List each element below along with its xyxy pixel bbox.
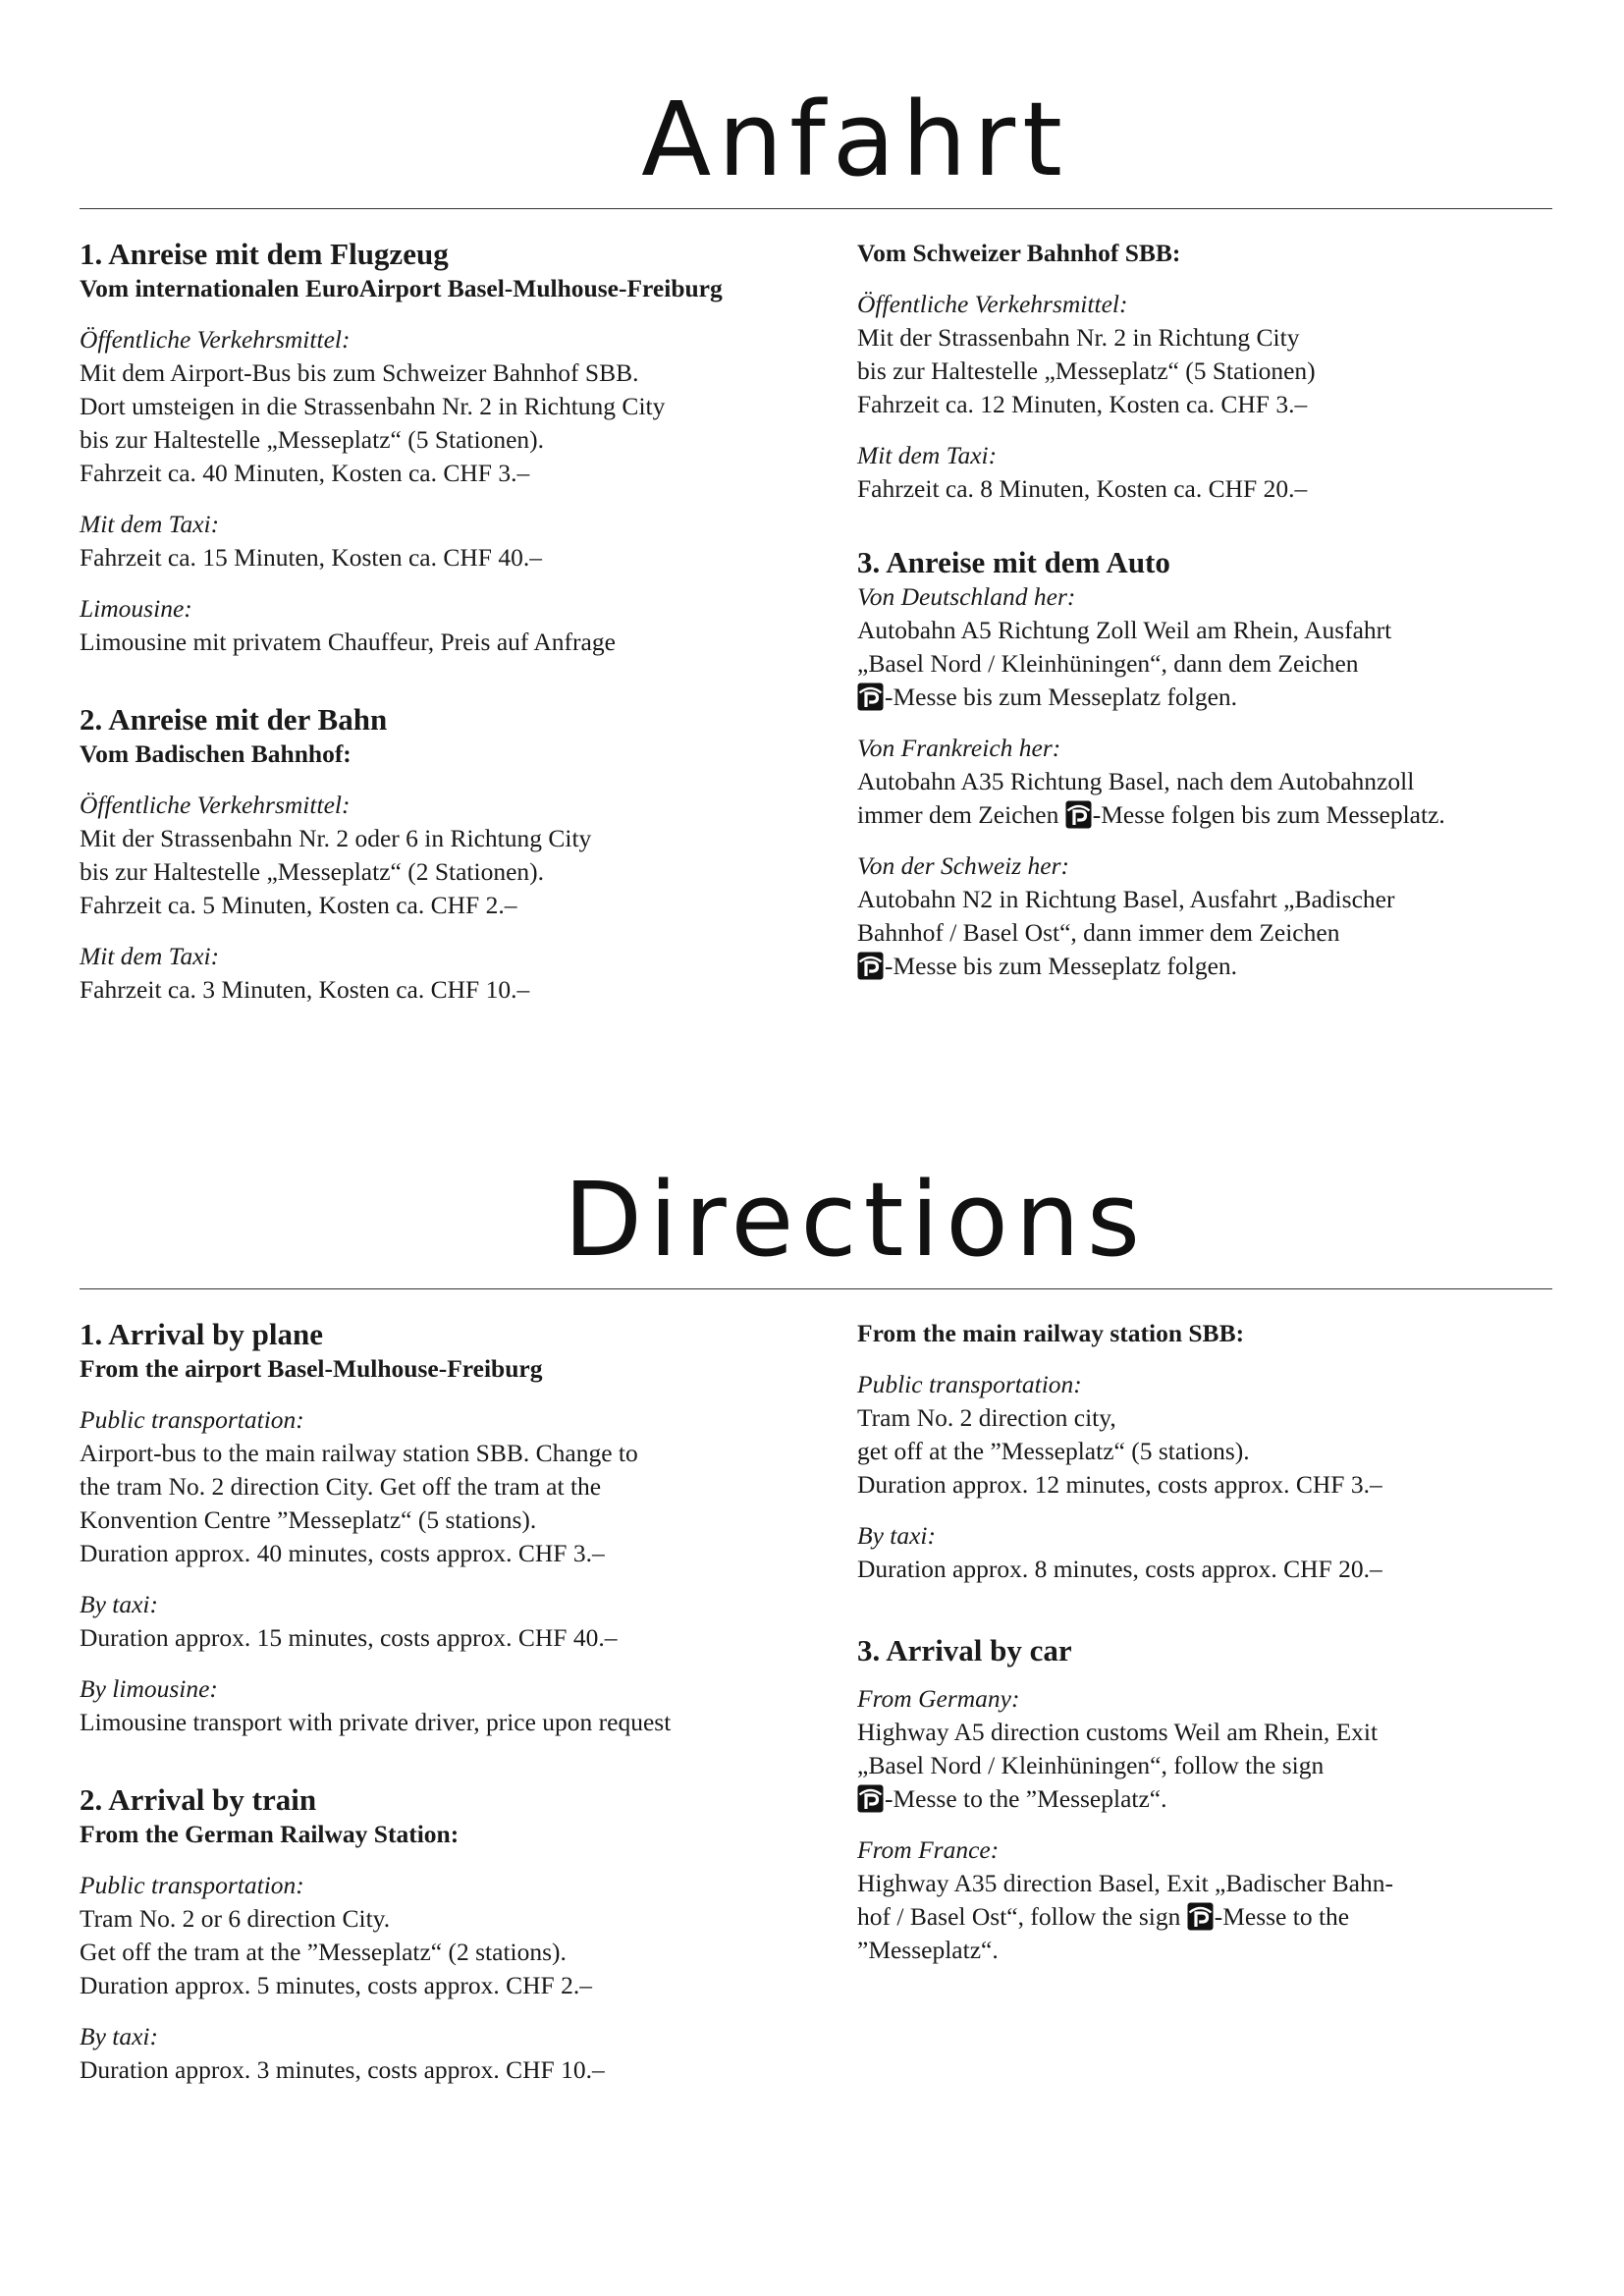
text-line [857,681,1564,714]
text-line-end: -Messe folgen bis zum Messeplatz. [1092,800,1445,829]
label-public-transport: Public transportation: [80,1871,304,1899]
label-taxi: By taxi: [80,2022,158,2050]
car-from-germany [857,1682,1564,1816]
text-line: Duration approx. 15 minutes, costs approx. CHF 40.– [80,1623,618,1652]
plane-public-transport [80,1403,845,1570]
text-line: Airport-bus to the main railway station SBB. Change to [80,1439,638,1467]
text-line: Highway A5 direction customs Weil am Rhein, Exit [857,1718,1379,1746]
label-from-germany: From Germany: [857,1684,1020,1713]
page-title-anfahrt: Anfahrt [641,80,1069,199]
text-line: „Basel Nord / Kleinhüningen“, dann dem Zeichen [857,649,1359,678]
text-line: Duration approx. 12 minutes, costs approx. CHF 3.– [857,1470,1382,1499]
text-line: Bahnhof / Basel Ost“, dann immer dem Zeichen [857,918,1340,947]
text-line: Mit dem Airport-Bus bis zum Schweizer Bahnhof SBB. [80,358,639,387]
car-from-france [857,1833,1564,1967]
text-line: Limousine transport with private driver, price upon request [80,1708,672,1736]
text-line: Tram No. 2 or 6 direction City. [80,1904,391,1933]
car-from-switzerland [857,849,1564,983]
parking-icon [857,1784,884,1813]
subheading-station: From the German Railway Station: [80,1820,460,1848]
label-public-transport: Öffentliche Verkehrsmittel: [80,791,351,819]
heading-car: 3. Arrival by car [857,1633,1072,1667]
plane-taxi [80,1588,845,1655]
page-title-directions: Directions [563,1160,1147,1280]
label-taxi: Mit dem Taxi: [80,510,220,538]
text-line: bis zur Haltestelle „Messeplatz“ (2 Stationen). [80,857,545,886]
text-line: Autobahn A35 Richtung Basel, nach dem Autobahnzoll [857,767,1415,795]
divider [80,1288,1552,1289]
plane-limousine [80,1672,845,1739]
text-line: Mit der Strassenbahn Nr. 2 oder 6 in Richtung City [80,824,592,852]
label-limousine: Limousine: [80,594,192,623]
subheading-airport: From the airport Basel-Mulhouse-Freiburg [80,1354,543,1383]
plane-limousine [80,592,845,659]
train-public-transport [80,789,845,922]
heading-train: 2. Arrival by train [80,1782,317,1817]
text-line: get off at the ”Messeplatz“ (5 stations). [857,1437,1250,1465]
label-from-france: Von Frankreich her: [857,734,1061,762]
right-column [857,1317,1564,1967]
label-taxi: Mit dem Taxi: [80,942,220,970]
text-line: Get off the tram at the ”Messeplatz“ (2 stations). [80,1938,567,1966]
label-limousine: By limousine: [80,1674,218,1703]
train-taxi [80,940,845,1007]
train-public-transport [80,1869,845,2002]
heading-train: 2. Anreise mit der Bahn [80,702,388,737]
text-line [857,1782,1564,1816]
heading-plane: 1. Anreise mit dem Flugzeug [80,237,449,271]
train-taxi [80,2020,845,2087]
label-taxi: Mit dem Taxi: [857,441,998,469]
sbb-public-transport [857,288,1564,421]
text-line: Fahrzeit ca. 15 Minuten, Kosten ca. CHF 40.– [80,543,542,572]
text-line: Highway A35 direction Basel, Exit „Badischer Bahn- [857,1869,1393,1897]
plane-taxi [80,508,845,574]
sbb-taxi [857,1519,1564,1586]
text-line-start: hof / Basel Ost“, follow the sign [857,1902,1181,1931]
text-line: Limousine mit privatem Chauffeur, Preis auf Anfrage [80,628,616,656]
text-line: Konvention Centre ”Messeplatz“ (5 stations). [80,1505,537,1534]
text-line: Fahrzeit ca. 12 Minuten, Kosten ca. CHF 3.– [857,390,1308,418]
left-column [80,1317,845,2087]
text-line: ”Messeplatz“. [857,1936,999,1964]
text-line: bis zur Haltestelle „Messeplatz“ (5 Stationen) [857,356,1316,385]
parking-icon [857,683,884,711]
text-line: Dort umsteigen in die Strassenbahn Nr. 2 in Richtung City [80,392,666,420]
plane-public-transport [80,323,845,490]
text-line: Duration approx. 40 minutes, costs approx. CHF 3.– [80,1539,605,1567]
text-line: Fahrzeit ca. 3 Minuten, Kosten ca. CHF 10.– [80,975,530,1004]
text-line: Mit der Strassenbahn Nr. 2 in Richtung City [857,323,1300,352]
sbb-taxi [857,439,1564,506]
label-taxi: By taxi: [80,1590,158,1618]
text-line: Duration approx. 8 minutes, costs approx. CHF 20.– [857,1555,1382,1583]
heading-car: 3. Anreise mit dem Auto [857,545,1170,579]
left-column [80,237,845,1007]
text-line [857,798,1564,832]
text-line-end: -Messe to the [1214,1902,1350,1931]
right-column [857,237,1564,983]
parking-icon [1065,800,1092,829]
label-public-transport: Öffentliche Verkehrsmittel: [857,290,1128,318]
text-line: Duration approx. 3 minutes, costs approx. CHF 10.– [80,2055,605,2084]
sbb-public-transport [857,1368,1564,1502]
text-line-end: -Messe to the ”Messeplatz“. [885,1784,1167,1813]
section-anfahrt [80,80,1552,1121]
label-from-switzerland: Von der Schweiz her: [857,851,1070,880]
car-from-france [857,732,1564,832]
label-public-transport: Öffentliche Verkehrsmittel: [80,325,351,354]
text-line [857,950,1564,983]
subheading-sbb: From the main railway station SBB: [857,1319,1245,1347]
label-public-transport: Public transportation: [857,1370,1082,1398]
subheading-airport: Vom internationalen EuroAirport Basel-Mulhouse-Freiburg [80,274,723,302]
text-line-start: immer dem Zeichen [857,800,1059,829]
divider [80,208,1552,209]
text-line: Autobahn A5 Richtung Zoll Weil am Rhein, Ausfahrt [857,616,1392,644]
label-taxi: By taxi: [857,1521,936,1550]
text-line-end: -Messe bis zum Messeplatz folgen. [885,952,1238,980]
text-line: „Basel Nord / Kleinhüningen“, follow the sign [857,1751,1325,1779]
label-public-transport: Public transportation: [80,1405,304,1434]
text-line: bis zur Haltestelle „Messeplatz“ (5 Stationen). [80,425,545,454]
text-line: Duration approx. 5 minutes, costs approx. CHF 2.– [80,1971,592,1999]
text-line: the tram No. 2 direction City. Get off the tram at the [80,1472,602,1501]
label-from-france: From France: [857,1835,1000,1864]
heading-plane: 1. Arrival by plane [80,1317,324,1351]
text-line: Fahrzeit ca. 40 Minuten, Kosten ca. CHF 3.– [80,459,530,487]
text-line: Fahrzeit ca. 5 Minuten, Kosten ca. CHF 2.– [80,891,517,919]
parking-icon [857,952,884,980]
car-from-germany [857,580,1564,714]
section-directions [80,1160,1552,2201]
text-line [857,1900,1564,1934]
parking-icon [1187,1902,1214,1931]
text-line: Tram No. 2 direction city, [857,1403,1116,1432]
subheading-sbb: Vom Schweizer Bahnhof SBB: [857,239,1181,267]
text-line: Autobahn N2 in Richtung Basel, Ausfahrt „Badischer [857,885,1395,913]
text-line-end: -Messe bis zum Messeplatz folgen. [885,683,1238,711]
text-line: Fahrzeit ca. 8 Minuten, Kosten ca. CHF 20.– [857,474,1308,503]
label-from-germany: Von Deutschland her: [857,582,1076,611]
subheading-station: Vom Badischen Bahnhof: [80,739,352,768]
